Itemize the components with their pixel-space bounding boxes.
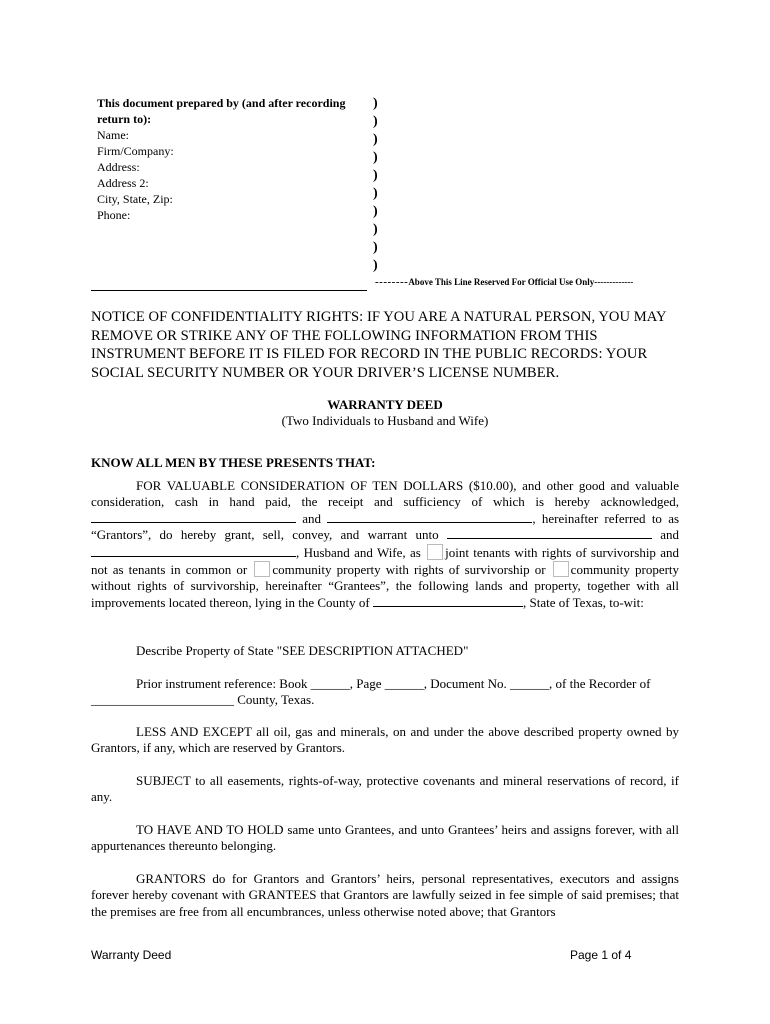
- bracket-mark: ): [373, 222, 378, 237]
- describe-text: Describe Property of State "SEE DESCRIPTION ATTACHED": [136, 643, 469, 658]
- and-text: and: [302, 510, 322, 526]
- field-phone: Phone:: [97, 208, 131, 222]
- grantors-covenant-paragraph: [91, 871, 679, 920]
- joint-tenants-text: joint tenants with rights of survivorship and not as tenants in common or: [91, 544, 680, 578]
- consideration-paragraph: [91, 478, 679, 611]
- prepared-by-block: [97, 95, 367, 223]
- have-text: TO HAVE AND TO HOLD same unto Grantees, and unto Grantees’ heirs and assigns forever, with all appurtenances thereunto belonging.: [91, 822, 679, 854]
- grantors-text: GRANTORS do for Grantors and Grantors’ heirs, personal representatives, executors and assigns forever hereby covenant with GRANTEES that Grantors are lawfully seized in fee simple of said premises; that the premises are free from all encumbrances, unless otherwise noted above; that Grantors: [91, 871, 679, 919]
- joint-tenants-checkbox[interactable]: [427, 544, 443, 560]
- grantee-1-blank[interactable]: [447, 527, 652, 539]
- official-dashes: --------: [375, 276, 409, 288]
- document-subtitle: (Two Individuals to Husband and Wife): [281, 413, 489, 428]
- document-title: WARRANTY DEED: [327, 397, 443, 412]
- field-city-state-zip: City, State, Zip:: [97, 192, 173, 206]
- husband-wife-text: , Husband and Wife, as: [296, 544, 421, 560]
- bracket-mark: ): [373, 114, 378, 129]
- header-divider: [91, 290, 367, 291]
- property-description: [91, 643, 679, 659]
- know-all-men-heading: KNOW ALL MEN BY THESE PRESENTS THAT:: [91, 455, 376, 470]
- field-address-2: Address 2:: [97, 176, 149, 190]
- habendum-paragraph: [91, 822, 679, 855]
- bracket-mark: ): [373, 168, 378, 183]
- bracket-mark: ): [373, 96, 378, 111]
- subject-text: SUBJECT to all easements, rights-of-way, protective covenants and mineral reservations of record, if any.: [91, 773, 679, 805]
- referred-text: , hereinafter referred to as “Grantors”, do hereby grant, sell, convey, and warrant unto: [91, 510, 680, 543]
- community-without-text: community property without rights of survivorship, hereinafter “Grantees”, the following lands and property, together with all improvements located thereon, lying in the County of: [91, 562, 680, 610]
- official-trail: -------------: [594, 277, 634, 287]
- grantor-1-blank[interactable]: [91, 511, 296, 523]
- prior-instrument-paragraph: [91, 676, 679, 709]
- prepared-by-label: This document prepared by (and after recording return to):: [97, 96, 346, 126]
- field-firm: Firm/Company:: [97, 144, 174, 158]
- community-without-survivorship-checkbox[interactable]: [553, 561, 569, 577]
- bracket-mark: ): [373, 150, 378, 165]
- less-text: LESS AND EXCEPT all oil, gas and minerals, on and under the above described property owned by Grantors, if any, which are reserved by Grantors.: [91, 724, 679, 756]
- field-name: Name:: [97, 128, 129, 142]
- grantor-2-blank[interactable]: [327, 511, 532, 523]
- prior-text-1: Prior instrument reference: Book ______, Page ______, Document No. ______, of the Recorder of: [136, 676, 651, 691]
- grantee-2-blank[interactable]: [91, 545, 296, 557]
- bracket-mark: ): [373, 204, 378, 219]
- official-use-text: Above This Line Reserved For Official Use Only: [408, 277, 595, 287]
- bracket-mark: ): [373, 132, 378, 147]
- footer-document-name: Warranty Deed: [91, 948, 172, 962]
- county-blank[interactable]: [373, 595, 523, 607]
- prior-text-2: ______________________ County, Texas.: [91, 692, 315, 708]
- bracket-mark: ): [373, 186, 378, 201]
- community-with-survivorship-checkbox[interactable]: [254, 561, 270, 577]
- bracket-column: [373, 95, 378, 275]
- subject-paragraph: [91, 773, 679, 806]
- bracket-mark: ): [373, 240, 378, 255]
- state-text: , State of Texas, to-wit:: [522, 594, 644, 610]
- field-address: Address:: [97, 160, 140, 174]
- confidentiality-notice: NOTICE OF CONFIDENTIALITY RIGHTS: IF YOU ARE A NATURAL PERSON, YOU MAY REMOVE OR STRIKE ANY OF THE FOLLOWING INFORMATION FROM THIS INSTRUMENT BEFORE IT IS FILED FOR RECORD IN THE PUBLIC RECORDS: YOUR SOCIAL SECURITY NUMBER OR YOUR DRIVER’S LICENSE NUMBER.: [91, 309, 667, 381]
- bracket-mark: ): [373, 258, 378, 273]
- and-text: and: [660, 527, 680, 543]
- consideration-text: FOR VALUABLE CONSIDERATION OF TEN DOLLARS ($10.00), and other good and valuable consideration, cash in hand paid, the receipt and sufficiency of which is hereby acknowledged,: [91, 478, 679, 510]
- less-and-except-paragraph: [91, 724, 679, 757]
- community-with-text: community property with rights of survivorship or: [272, 562, 546, 578]
- official-use-line: [375, 276, 633, 288]
- footer-page-number: Page 1 of 4: [570, 948, 632, 962]
